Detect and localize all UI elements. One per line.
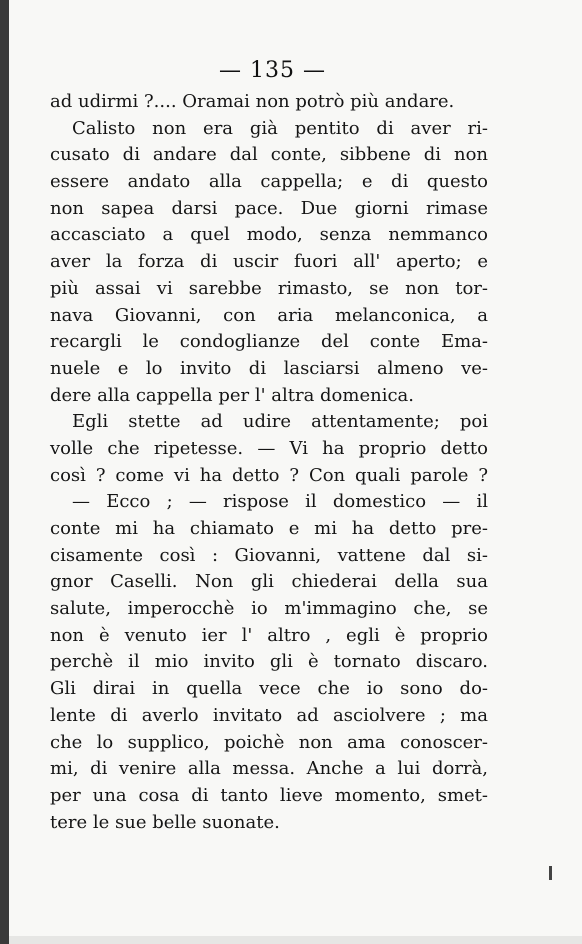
text-line: essere andato alla cappella; e di questo — [50, 171, 488, 193]
text-line: non sapea darsi pace. Due giorni rimase — [50, 197, 488, 219]
text-line: gnor Caselli. Non gli chiederai della sua — [50, 571, 488, 593]
text-line: — Ecco ; — rispose il domestico — il — [72, 491, 488, 513]
text-line: perchè il mio invito gli è tornato discaro. — [50, 651, 488, 673]
text-line: più assai vi sarebbe rimasto, se non tor- — [50, 277, 488, 299]
page-bottom-edge — [9, 936, 582, 944]
text-line: tere le sue belle suonate. — [50, 811, 280, 833]
text-line: nuele e lo invito di lasciarsi almeno ve- — [50, 357, 488, 379]
scan-speck — [549, 866, 552, 880]
text-line: recargli le condoglianze del conte Ema- — [50, 331, 488, 353]
text-line: mi, di venire alla messa. Anche a lui dorrà, — [50, 758, 488, 780]
text-line: conte mi ha chiamato e mi ha detto pre- — [50, 518, 488, 539]
text-line: ad udirmi ?.... Oramai non potrò più andare. — [50, 91, 455, 112]
text-line: Egli stette ad udire attentamente; poi — [72, 411, 488, 433]
text-line: Calisto non era già pentito di aver ri- — [72, 117, 488, 139]
page-body-text — [50, 89, 488, 836]
text-line: che lo supplico, poichè non ama conoscer- — [50, 731, 488, 753]
text-line: cisamente così : Giovanni, vattene dal si- — [50, 544, 488, 566]
text-line: accasciato a quel modo, senza nemmanco — [50, 224, 488, 246]
text-line: nava Giovanni, con aria melanconica, a — [50, 304, 488, 326]
page-number: — 135 — — [219, 58, 326, 83]
text-line: cusato di andare dal conte, sibbene di non — [50, 144, 488, 166]
text-line: salute, imperocchè io m'immagino che, se — [50, 598, 488, 620]
text-line: volle che ripetesse. — Vi ha proprio detto — [50, 437, 488, 459]
binding-edge — [0, 0, 9, 944]
text-line: aver la forza di uscir fuori all' aperto; e — [50, 251, 488, 273]
text-line: dere alla cappella per l' altra domenica. — [50, 384, 414, 406]
text-line: lente di averlo invitato ad asciolvere ; ma — [50, 704, 488, 726]
text-line: così ? come vi ha detto ? Con quali parole ? — [50, 464, 488, 486]
text-line: Gli dirai in quella vece che io sono do- — [50, 678, 488, 700]
text-line: non è venuto ier l' altro , egli è proprio — [50, 624, 488, 646]
text-line: per una cosa di tanto lieve momento, smet- — [50, 784, 488, 806]
